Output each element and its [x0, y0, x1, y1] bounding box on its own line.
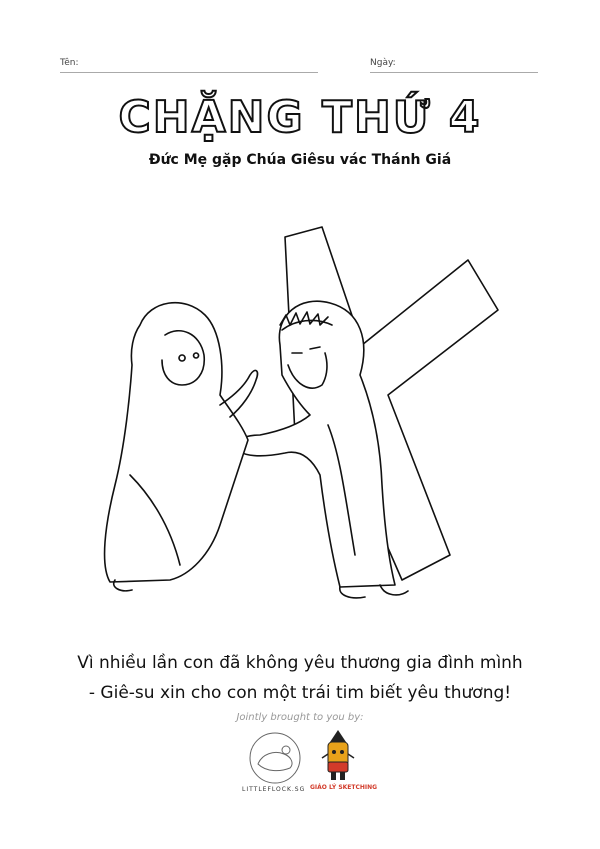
- giao-ly-logo-text: GIÁO LÝ SKETCHING: [310, 784, 378, 791]
- page-title: CHẶNG THỨ 4: [118, 92, 482, 143]
- giao-ly-sketching-logo: [310, 728, 378, 798]
- sheep-icon: [240, 728, 310, 788]
- date-field[interactable]: [370, 58, 396, 68]
- coloring-illustration: [70, 225, 540, 610]
- prayer-line-2: - Giê-su xin cho con một trái tim biết yêu thương!: [88, 683, 512, 703]
- littleflock-logo-text: LITTLEFLOCK.SG: [242, 786, 306, 793]
- name-field[interactable]: [60, 58, 79, 68]
- name-label: Tên:: [60, 58, 79, 68]
- prayer-line-1: Vì nhiều lần con đã không yêu thương gia đình mình: [77, 653, 523, 673]
- credit-text: Jointly brought to you by:: [236, 712, 364, 723]
- date-line[interactable]: [370, 72, 538, 73]
- name-line[interactable]: [60, 72, 318, 73]
- mary-figure: [105, 303, 258, 591]
- littleflock-logo: [240, 728, 310, 798]
- pencil-mascot-icon: [318, 728, 358, 783]
- date-label: Ngày:: [370, 58, 396, 68]
- page-subtitle: Đức Mẹ gặp Chúa Giêsu vác Thánh Giá: [148, 152, 452, 168]
